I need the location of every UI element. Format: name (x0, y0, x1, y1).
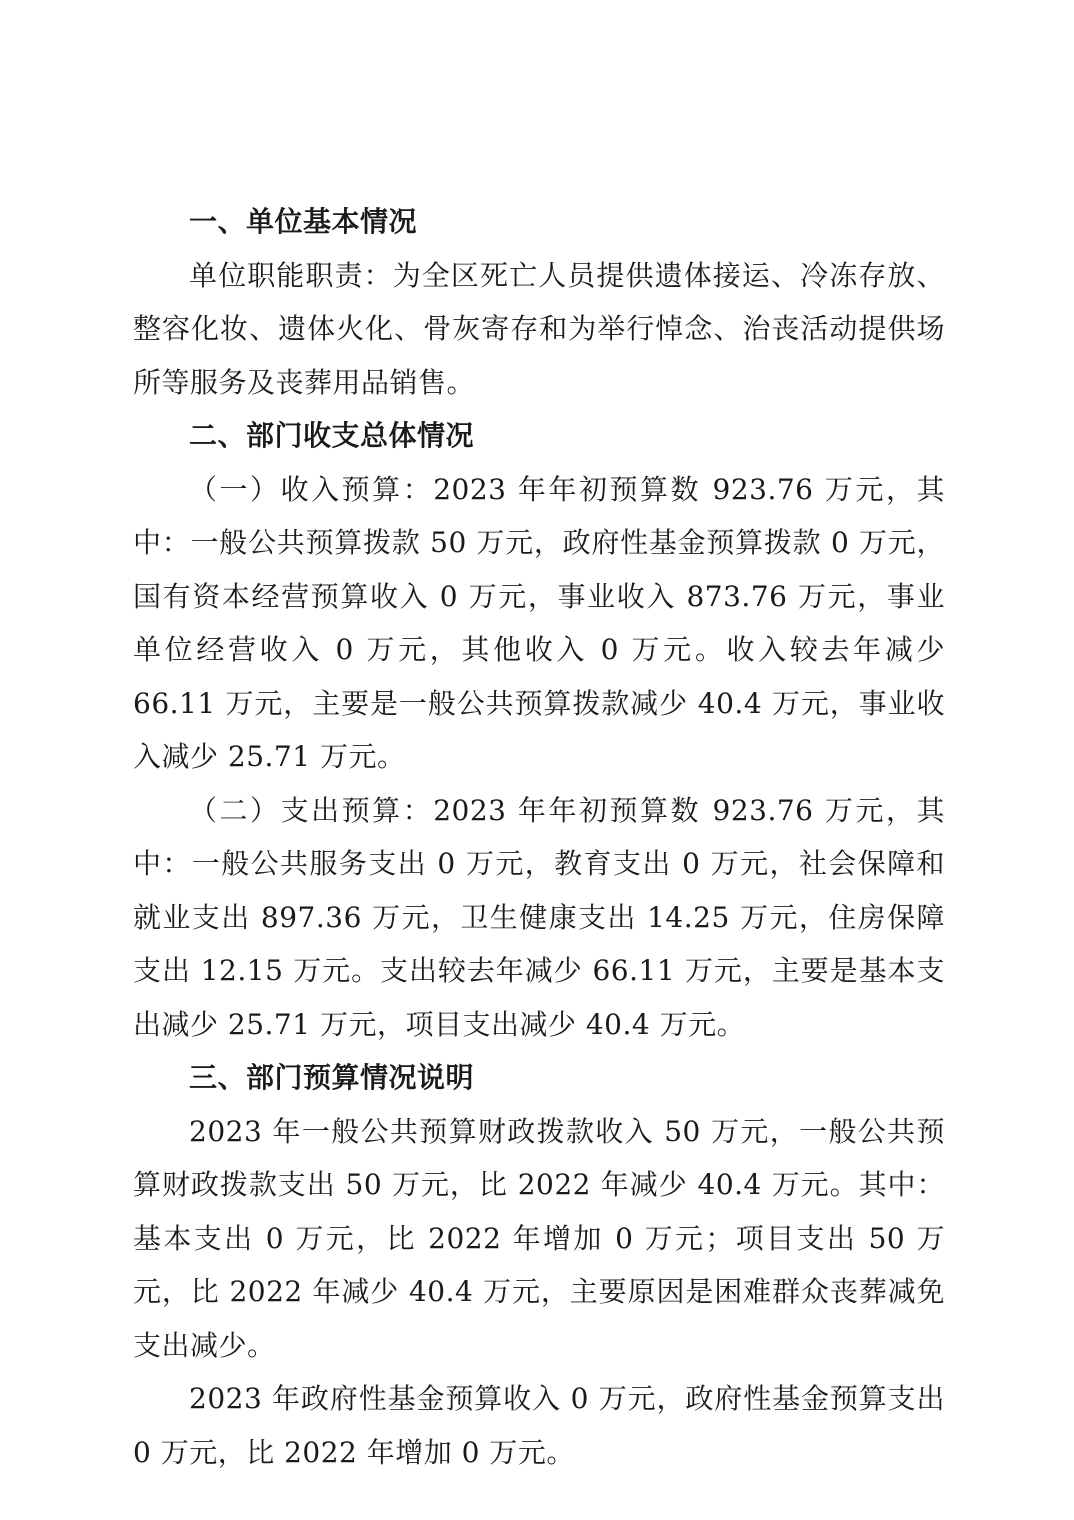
section-heading-income-expense-overview: 二、部门收支总体情况 (189, 419, 475, 452)
paragraph-general-public-budget: 2023 年一般公共预算财政拨款收入 50 万元，一般公共预算财政拨款支出 50 万元，比 2022 年减少 40.4 万元。其中：基本支出 0 万元，比 2022 年增加 0 万元；项目支出 50 万元，比 2022 年减少 40.4 万元，主要原因是困难群众丧葬减免支出减少。 (133, 1114, 945, 1362)
paragraph-income-budget: （一）收入预算：2023 年年初预算数 923.76 万元，其中：一般公共预算拨款 50 万元，政府性基金预算拨款 0 万元，国有资本经营预算收入 0 万元，事业收入 873.76 万元，事业单位经营收入 0 万元，其他收入 0 万元。收入较去年减少 66.11 万元，主要是一般公共预算拨款减少 40.4 万元，事业收入减少 25.71 万元。 (133, 472, 945, 773)
paragraph-unit-duties: 单位职能职责：为全区死亡人员提供遗体接运、冷冻存放、整容化妆、遗体火化、骨灰寄存和为举行悼念、治丧活动提供场所等服务及丧葬用品销售。 (133, 258, 945, 399)
section-heading-budget-explanation: 三、部门预算情况说明 (189, 1061, 475, 1094)
document-body (133, 195, 945, 1479)
paragraph-government-fund-budget: 2023 年政府性基金预算收入 0 万元，政府性基金预算支出 0 万元，比 2022 年增加 0 万元。 (133, 1382, 945, 1469)
paragraph-expense-budget: （二）支出预算：2023 年年初预算数 923.76 万元，其中：一般公共服务支出 0 万元，教育支出 0 万元，社会保障和就业支出 897.36 万元，卫生健康支出 14.25 万元，住房保障支出 12.15 万元。支出较去年减少 66.11 万元，主要是基本支出减少 25.71 万元，项目支出减少 40.4 万元。 (133, 793, 945, 1041)
section-heading-unit-basics: 一、单位基本情况 (189, 205, 418, 238)
